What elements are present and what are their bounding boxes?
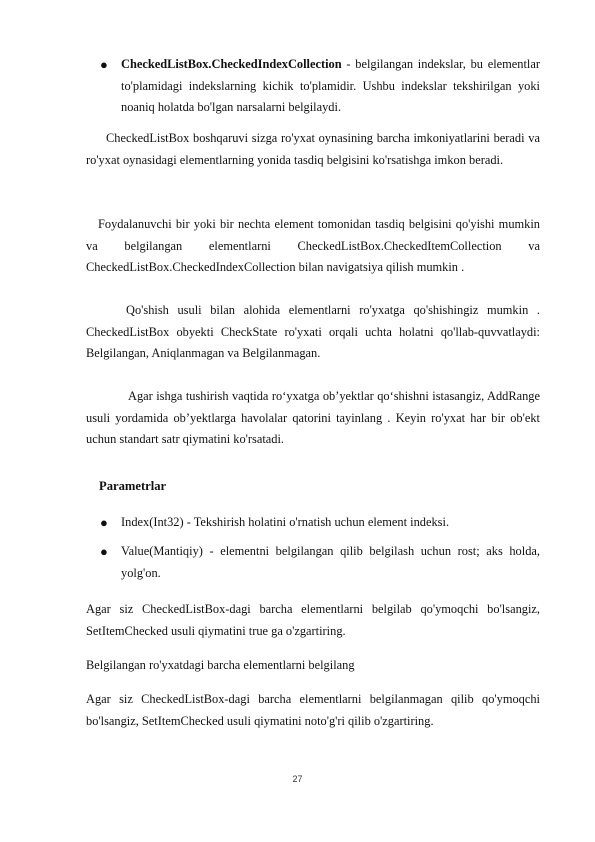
- paragraph-5: Agar siz CheckedListBox-dagi barcha elementlarni belgilab qo'ymoqchi bo'lsangiz, SetItemChecked usuli qiymatini true ga o'zgartiring.: [86, 602, 540, 638]
- paragraph-3: Qo'shish usuli bilan alohida elementlarni ro'yxatga qo'shishingiz mumkin . CheckedListBox obyekti CheckState ro'yxati orqali uchta holatni qo'llab-quvvatlaydi: Belgilangan, Aniqlanmagan va Belgilanmagan.: [86, 303, 540, 360]
- param-value: Value(Mantiqiy) - elementni belgilangan qilib belgilash uchun rost; aks holda, yolg'on.: [121, 544, 540, 580]
- bullet-icon: ●: [100, 57, 108, 72]
- paragraph-2: Foydalanuvchi bir yoki bir nechta element tomonidan tasdiq belgisini qo'yishi mumkin va belgilangan elementlarni CheckedListBox.CheckedItemCollection va CheckedListBox.CheckedIndexCollection bilan navigatsiya qilish mumkin .: [86, 217, 540, 274]
- paragraph-1: CheckedListBox boshqaruvi sizga ro'yxat oynasining barcha imkoniyatlarini beradi va ro'yxat oynasidagi elementlarning yonida tasdiq belgisini ko'rsatishga imkon beradi.: [86, 131, 540, 167]
- bullet-term: CheckedListBox.CheckedIndexCollection: [121, 57, 342, 71]
- paragraph-4: Agar ishga tushirish vaqtida ro‘yxatga ob’yektlar qo‘shishni istasangiz, AddRange usuli yordamida ob’yektlarga havolalar qatorini tayinlang . Keyin ro'yxat har bir ob'ekt uchun standart satr qiymatini ko'rsatadi.: [86, 389, 540, 446]
- bullet-text: - belgilangan indekslar, bu elementlar to'plamidagi indekslarning kichik to'plamidir. Ushbu indekslar tekshirilgan yoki noaniq holatda bo'lgan narsalarni belgilaydi.: [121, 57, 540, 114]
- section-heading: Parametrlar: [99, 479, 167, 493]
- bullet-icon: ●: [100, 544, 108, 559]
- param-index: Index(Int32) - Tekshirish holatini o'rnatish uchun element indeksi.: [121, 515, 450, 529]
- bullet-item-checked-index-collection: [121, 54, 540, 119]
- paragraph-6: Belgilangan ro'yxatdagi barcha elementlarni belgilang: [86, 658, 355, 672]
- page-number: 27: [292, 774, 303, 784]
- paragraph-7: Agar siz CheckedListBox-dagi barcha elementlarni belgilanmagan qilib qo'ymoqchi bo'lsangiz, SetItemChecked usuli qiymatini noto'g'ri qilib o'zgartiring.: [86, 692, 540, 728]
- bullet-icon: ●: [100, 515, 108, 530]
